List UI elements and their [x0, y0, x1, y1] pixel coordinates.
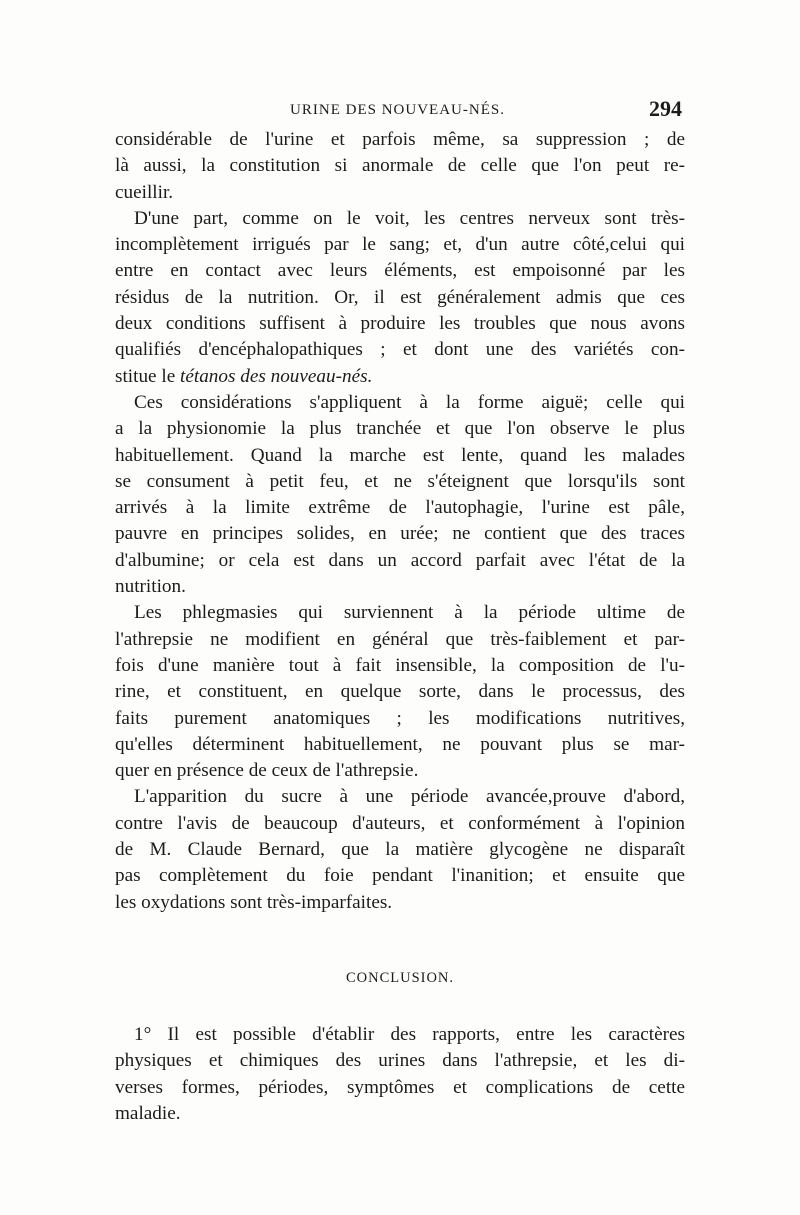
text-line: D'une part, comme on le voit, les centres nerveux sont très- — [134, 207, 685, 229]
text-line: deux conditions suffisent à produire les troubles que nous avons — [115, 313, 685, 335]
running-head — [113, 96, 682, 124]
text-line: Ces considérations s'appliquent à la forme aiguë; celle qui — [134, 391, 685, 413]
text-line — [115, 364, 685, 390]
text-line: 1° Il est possible d'établir des rapports, entre les caractères — [134, 1024, 685, 1045]
page-number: 294 — [649, 96, 682, 121]
text-line: d'albumine; or cela est dans un accord parfait avec l'état de la — [115, 549, 685, 571]
text-line: Les phlegmasies qui surviennent à la période ultime de — [134, 602, 685, 624]
text-line: qu'elles déterminent habituellement, ne pouvant plus se mar- — [115, 733, 685, 755]
running-title: URINE DES NOUVEAU-NÉS. — [290, 102, 505, 118]
text-line: habituellement. Quand la marche est lente, quand les malades — [115, 444, 685, 466]
text-line: se consument à petit feu, et ne s'éteignent que lorsqu'ils sont — [115, 470, 685, 492]
text-line: fois d'une manière tout à fait insensible, la composition de l'u- — [115, 654, 685, 676]
text-line: là aussi, la constitution si anormale de celle que l'on peut re- — [115, 155, 685, 177]
text-line: l'athrepsie ne modifient en général que très-faiblement et par- — [115, 628, 685, 650]
text-line: les oxydations sont très-imparfaites. — [115, 891, 393, 913]
text-line: pas complètement du foie pendant l'inanition; et ensuite que — [115, 865, 685, 887]
text-line: pauvre en principes solides, en urée; ne contient que des traces — [115, 523, 685, 545]
italic-phrase: tétanos des nouveau-nés. — [180, 365, 373, 387]
text-line: rine, et constituent, en quelque sorte, dans le processus, des — [115, 681, 685, 703]
text-line: nutrition. — [115, 576, 186, 598]
text-line: faits purement anatomiques ; les modifications nutritives, — [115, 707, 685, 729]
conclusion-text — [115, 1022, 685, 1127]
text-line: qualifiés d'encéphalopathiques ; et dont une des variétés con- — [115, 339, 685, 361]
text-line: L'apparition du sucre à une période avancée,prouve d'abord, — [134, 786, 685, 808]
text-line: de M. Claude Bernard, que la matière glycogène ne disparaît — [115, 839, 685, 861]
section-heading: CONCLUSION. — [345, 970, 455, 986]
main-text — [115, 127, 685, 916]
text-line: incomplètement irrigués par le sang; et, d'un autre côté,celui qui — [115, 234, 685, 256]
text-line: cueillir. — [115, 181, 174, 203]
text-line: maladie. — [115, 1102, 181, 1124]
text-line: a la physionomie la plus tranchée et que l'on observe le plus — [115, 418, 685, 440]
text-line: contre l'avis de beaucoup d'auteurs, et conformément à l'opinion — [115, 812, 685, 834]
text-line: arrivés à la limite extrême de l'autophagie, l'urine est pâle, — [115, 497, 685, 519]
text-line: quer en présence de ceux de l'athrepsie. — [115, 760, 419, 782]
text-line: résidus de la nutrition. Or, il est généralement admis que ces — [115, 286, 685, 308]
text-fragment: stitue le — [115, 365, 181, 387]
text-line: considérable de l'urine et parfois même, sa suppression ; de — [115, 129, 685, 150]
text-line: verses formes, périodes, symptômes et complications de cette — [115, 1076, 685, 1098]
text-line: entre en contact avec leurs éléments, est empoisonné par les — [115, 260, 685, 282]
text-line: physiques et chimiques des urines dans l'athrepsie, et les di- — [115, 1050, 685, 1072]
